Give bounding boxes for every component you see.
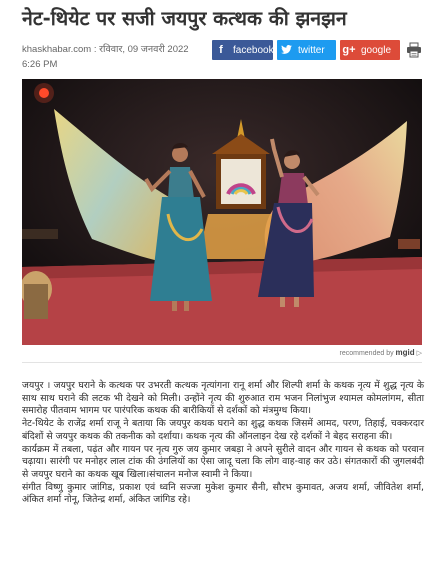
facebook-label: facebook: [233, 45, 274, 56]
mgid-arrow-icon: ▷: [416, 350, 422, 357]
google-label: google: [361, 45, 392, 56]
article-paragraph: नेट-थियेट के राजेंद्र शर्मा राजू ने बताया कि जयपुर कथक घराने का शुद्ध कथक जिसमें आमद, परण, तिहाई, चक्करदार बंदिशों से जयपुर कथक की तकनीक को दर्शाया। कथक नृत्य की ऑनलाइन देख रहे दर्शकों ने बेहद सराहना की।: [22, 418, 424, 442]
article-image: [22, 79, 422, 345]
kathak-dancers-photo: [22, 79, 422, 345]
google-share-button[interactable]: [340, 40, 400, 60]
print-icon[interactable]: [406, 42, 422, 58]
mgid-brand: mgid: [395, 348, 415, 357]
twitter-icon: [277, 40, 295, 60]
article-byline: khaskhabar.com : रविवार, 09 जनवरी 2022 6:26 PM: [22, 44, 189, 70]
google-plus-icon: g+: [342, 44, 356, 56]
article-paragraph: कार्यक्रम में तबला, पढ़ंत और गायन पर नृत्य गुरु जय कुमार जबड़ा ने अपने सुरीले वादन और गायन से कथक को परवान चढ़ाया। सारंगी पर मनोहर लाल टांक की उंगलियों का ऐसा जादू चला कि लोग वाह-वाह कर उठे। संगतकारों की जुगलबंदी से जयपुर घराने का कथक खूब खिला।संचालन मनोज स्वामी ने किया।: [22, 443, 424, 480]
article-headline: नेट-थियेट पर सजी जयपुर कत्थक की झनझन: [22, 7, 347, 30]
divider: [22, 362, 422, 363]
article-paragraph: संगीत विष्णु कुमार जांगिड, प्रकाश एवं ध्वनि सज्जा मुकेश कुमार सैनी, सौरभ कुमावत, अजय शर्मा, जीवितेश शर्मा, अंकित शर्मा नोनू, जितेन्द्र शर्मा, अंकित जांगिड रहे।: [22, 481, 424, 506]
article-paragraph: जयपुर । जयपुर घराने के कत्थक पर उभरती कत्थक नृत्यांगना रानू शर्मा और शिल्पी शर्मा के कथक नृत्य में शुद्ध नृत्य के साथ साथ घराने की लटक भी देखने को मिली। उन्होंने नृत्य की शुरुआत राम भजन निलांभुज श्यामल कोमलांगम, सीता समारोह पीतवाम भागम पर पारंपरिक कथक की बारीकियों से दर्शकों को मंत्रमुग्ध किया।: [22, 380, 424, 417]
recommended-by-mgid[interactable]: [330, 348, 422, 357]
facebook-icon: f: [219, 44, 223, 56]
twitter-share-button[interactable]: [277, 40, 336, 60]
recommended-label: recommended by: [339, 350, 394, 357]
facebook-share-button[interactable]: [212, 40, 273, 60]
twitter-label: twitter: [298, 45, 325, 56]
article-body: [22, 380, 424, 507]
